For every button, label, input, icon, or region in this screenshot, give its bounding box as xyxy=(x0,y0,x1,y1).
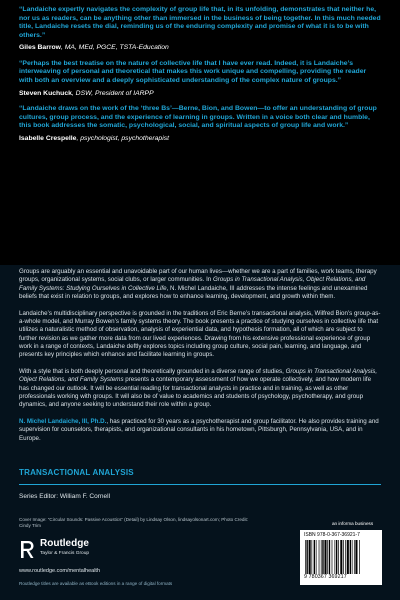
publisher-logo xyxy=(19,539,89,559)
barcode-bar xyxy=(350,540,351,574)
endorsement-quote: “Landaiche expertly navigates the complexity of group life that, in its unfolding, demonstrates that neither he, nor us as readers, can be anything other than immersed in the business of being together. In this much needed title, Landaiche resets the dial, reminding us of the enduring complexity and promise of what it is to be with others.” xyxy=(19,6,381,39)
author-bio xyxy=(19,418,381,443)
ebook-note: Routledge titles are available as eBook editions in a range of digital formats xyxy=(19,581,173,586)
endorsement-quote: “Perhaps the best treatise on the nature of collective life that I have ever read. Indeed, it is Landaiche’s interweaving of personal and theoretical that makes this work unique and compelling, providing the reader with both an overview and a deeply sophisticated understanding of the complex nature of groups.” xyxy=(19,59,367,85)
barcode-bar xyxy=(338,540,339,574)
barcode-panel xyxy=(300,530,382,585)
barcode-bar xyxy=(355,540,357,574)
barcode-bar xyxy=(321,540,322,574)
barcode-bar xyxy=(311,540,312,574)
description-paragraph-3 xyxy=(19,368,381,410)
barcode-bar xyxy=(347,540,349,574)
book-description xyxy=(19,268,381,443)
barcode-bar xyxy=(336,540,337,574)
description-paragraph-2: Landaiche’s multidisciplinary perspective is grounded in the traditions of Eric Berne’s transactional analysis, Wilfred Bion’s group-as-a-whole model, and Murray Bowen’s family systems theory. The book presents a practice of studying ourselves in collective life that utilizes a naturalistic method of observation, analysis of experiential data, and hypothesis formation, all of which are subject to further revision as we gather more data from our lived experiences. Drawing from his extensive professional experience of group work in a range of contexts, Landaiche deftly explores topics including group culture, social pain, learning, and language, and presents key principles which enhance and facilitate learning in groups. xyxy=(19,309,381,359)
ean-number: 9 780367 369217 xyxy=(304,574,347,580)
cover-image-credit: Cover Image: “Circular Sounds: Passive Acoustics” (Detail) by Lindsay Olson, lindsayolsonart.com; Photo Credit: Cindy Trim xyxy=(19,517,249,528)
isbn-label: ISBN 978-0-367-36921-7 xyxy=(304,532,360,538)
barcode-bar xyxy=(327,540,328,574)
endorsement-2 xyxy=(19,60,381,98)
series-editor: Series Editor: William F. Cornell xyxy=(19,493,111,500)
publisher-wordmark xyxy=(40,539,89,556)
barcode-bar xyxy=(359,540,360,574)
barcode-bar xyxy=(345,540,346,574)
barcode-bar xyxy=(322,540,323,574)
endorsement-attribution xyxy=(19,44,381,53)
barcode-bar xyxy=(332,540,333,574)
publisher-name: Routledge xyxy=(40,538,89,549)
endorser-credential: , psychologist, psychotherapist xyxy=(76,134,169,142)
barcode-bar xyxy=(306,540,307,574)
endorsement-1 xyxy=(19,6,381,53)
endorser-name: Isabelle Crespelle xyxy=(19,134,77,142)
endorser-name: Steven Kuchuck xyxy=(19,89,72,97)
barcode-bar xyxy=(335,540,336,574)
divider-rule xyxy=(19,484,381,485)
endorsement-attribution xyxy=(19,135,381,144)
text-run: presents a contemporary assessment of how we operate collectively, and how modern life has changed our outlook. It will be essential reading for transactional analysts in practice and in training, as well as other professionals working with groups. It will also be of value to academics and students of psychology, psychotherapy, and group dynamics, and anyone seeking to understand their role within a group. xyxy=(19,376,372,409)
endorsements-panel xyxy=(0,0,400,265)
endorser-credential: , MA, MEd, PGCE, TSTA-Education xyxy=(60,44,169,52)
barcode-bar xyxy=(316,540,317,574)
text-run: Groups are arguably an essential and unavoidable part of our human lives—whether we are a part of families, work teams, therapy groups, organizational systems, social clubs, or larger communities. In xyxy=(19,268,377,284)
barcode-bar xyxy=(305,540,306,574)
routledge-r-icon xyxy=(19,539,35,559)
barcode-bar xyxy=(340,540,342,574)
endorser-credential: , DSW, President of IARPP xyxy=(71,89,154,97)
endorsement-attribution xyxy=(19,90,381,99)
barcode-bar xyxy=(343,540,344,574)
text-run: With a style that is both deeply personal and theoretically grounded in a diverse range of studies, xyxy=(19,368,286,376)
publisher-url[interactable]: www.routledge.com/mentalhealth xyxy=(19,568,101,574)
informa-tagline: an informa business xyxy=(332,521,374,526)
book-title-italic: Groups in Transactional Analysis, Object Relations, and Family Systems: Studying Ourselves in Collective Life xyxy=(19,276,366,292)
subject-category: TRANSACTIONAL ANALYSIS xyxy=(19,468,134,477)
book-title-italic: Groups in Transactional Analysis, Object Relations, and Family Systems xyxy=(19,368,378,384)
barcode-bar xyxy=(319,540,320,574)
endorser-name: Giles Barrow xyxy=(19,44,61,52)
barcode-bar xyxy=(329,540,330,574)
text-run: , has practiced for 30 years as a psychotherapist and group facilitator. He also provides training and supervision for counselors, therapists, and organizational consultants in his hometown, Pittsburgh, Pennsylvania, USA, and in Europe. xyxy=(19,418,379,442)
endorsement-quote: “Landaiche draws on the work of the ‘three Bs’—Berne, Bion, and Bowen—to offer an understanding of group cultures, group process, and the experience of learning in groups. Written in a voice both clear and humble, this book addresses the somatic, psychological, social, and spiritual aspects of group life and work.” xyxy=(19,105,377,130)
barcode-bar xyxy=(324,540,326,574)
barcode-bar xyxy=(352,540,353,574)
endorsement-3 xyxy=(19,105,381,143)
barcode-image xyxy=(304,540,378,574)
text-run: , N. Michel Landaiche, III addresses the intense feelings and unexamined beliefs that exist in relation to groups, and explores how to enhance learning, development, and growth within them. xyxy=(19,284,368,301)
barcode-bar xyxy=(354,540,355,574)
author-name: N. Michel Landaiche, III, Ph.D. xyxy=(19,418,107,426)
barcode-bar xyxy=(314,540,315,574)
description-paragraph-1 xyxy=(19,268,381,301)
publisher-group: Taylor & Francis Group xyxy=(40,551,90,556)
barcode-bar xyxy=(309,540,311,574)
